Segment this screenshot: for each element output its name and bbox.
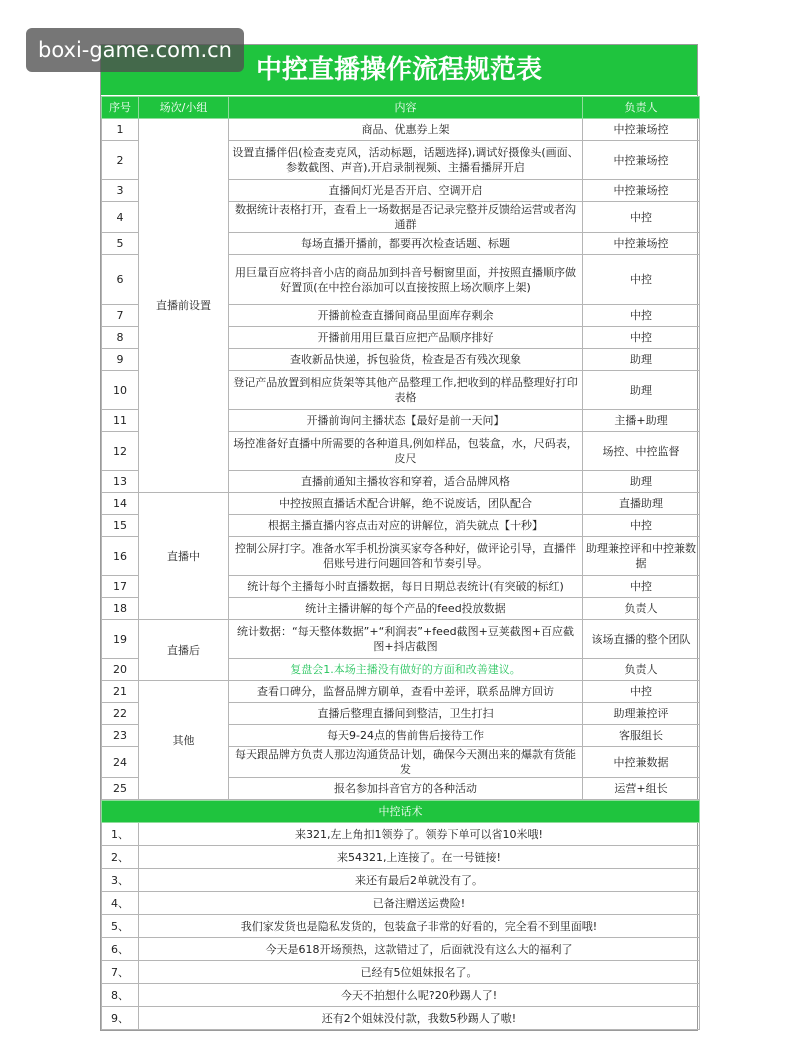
group-during-live: 直播中: [139, 493, 229, 620]
row-number: 6: [102, 255, 139, 305]
row-content: 登记产品放置到相应货架等其他产品整理工作,把收到的样品整理好打印表格: [229, 371, 583, 410]
process-table: [101, 96, 700, 800]
item-number: 1、: [102, 823, 139, 846]
row-number: 9: [102, 349, 139, 371]
list-item: [102, 984, 700, 1007]
row-number: 17: [102, 576, 139, 598]
header-owner: 负责人: [583, 97, 700, 119]
row-owner: 中控兼场控: [583, 119, 700, 141]
item-number: 7、: [102, 961, 139, 984]
row-content: 开播前用用巨量百应把产品顺序排好: [229, 327, 583, 349]
list-item: [102, 869, 700, 892]
row-content: 统计每个主播每小时直播数据，每日日期总表统计(有突破的标红): [229, 576, 583, 598]
row-content: 场控准备好直播中所需要的各种道具,例如样品，包装盒，水，尺码表，皮尺: [229, 432, 583, 471]
table-header-row: [102, 97, 700, 119]
row-number: 19: [102, 620, 139, 659]
item-number: 5、: [102, 915, 139, 938]
row-content: 数据统计表格打开，查看上一场数据是否记录完整并反馈给运营或者沟通群: [229, 202, 583, 233]
list-item: [102, 823, 700, 846]
item-text: 来还有最后2单就没有了。: [139, 869, 700, 892]
row-owner: 中控兼数据: [583, 747, 700, 778]
script-table: [101, 800, 700, 1030]
row-number: 7: [102, 305, 139, 327]
item-text: 来321,左上角扣1领券了。领券下单可以省10米哦!: [139, 823, 700, 846]
row-owner: 助理兼控评和中控兼数据: [583, 537, 700, 576]
row-owner: 中控: [583, 202, 700, 233]
row-number: 25: [102, 778, 139, 800]
row-owner: 负责人: [583, 659, 700, 681]
row-owner: 中控: [583, 327, 700, 349]
page-title: 中控直播操作流程规范表: [101, 45, 697, 96]
row-content: 用巨量百应将抖音小店的商品加到抖音号橱窗里面，并按照直播顺序做好置顶(在中控台添加可以直接按照上场次顺序上架): [229, 255, 583, 305]
row-owner: 助理: [583, 371, 700, 410]
item-number: 6、: [102, 938, 139, 961]
row-owner: 该场直播的整个团队: [583, 620, 700, 659]
row-owner: 客服组长: [583, 725, 700, 747]
list-item: [102, 961, 700, 984]
row-owner: 中控: [583, 305, 700, 327]
list-item: [102, 1007, 700, 1030]
row-owner: 中控: [583, 681, 700, 703]
row-owner: 负责人: [583, 598, 700, 620]
item-number: 2、: [102, 846, 139, 869]
header-no: 序号: [102, 97, 139, 119]
row-content: 每天跟品牌方负责人那边沟通货品计划，确保今天测出来的爆款有货能发: [229, 747, 583, 778]
row-content: 直播间灯光是否开启、空调开启: [229, 180, 583, 202]
row-owner: 中控: [583, 515, 700, 537]
row-owner: 直播助理: [583, 493, 700, 515]
item-number: 4、: [102, 892, 139, 915]
row-content: 报名参加抖音官方的各种活动: [229, 778, 583, 800]
row-content: 商品、优惠券上架: [229, 119, 583, 141]
row-number: 13: [102, 471, 139, 493]
row-number: 16: [102, 537, 139, 576]
row-content: 统计数据：“每天整体数据”+“利润表”+feed截图+豆荚截图+百应截图+抖店截图: [229, 620, 583, 659]
row-number: 12: [102, 432, 139, 471]
row-content: 开播前询问主播状态【最好是前一天问】: [229, 410, 583, 432]
row-number: 5: [102, 233, 139, 255]
row-number: 4: [102, 202, 139, 233]
row-number: 22: [102, 703, 139, 725]
item-text: 已备注赠送运费险!: [139, 892, 700, 915]
row-number: 21: [102, 681, 139, 703]
row-owner: 助理: [583, 349, 700, 371]
item-text: 来54321,上连接了。在一号链接!: [139, 846, 700, 869]
list-item: [102, 938, 700, 961]
row-number: 14: [102, 493, 139, 515]
row-content: 统计主播讲解的每个产品的feed投放数据: [229, 598, 583, 620]
item-text: 还有2个姐妹没付款，我数5秒踢人了嗷!: [139, 1007, 700, 1030]
row-number: 8: [102, 327, 139, 349]
group-other: 其他: [139, 681, 229, 800]
table-row: [102, 119, 700, 141]
header-content: 内容: [229, 97, 583, 119]
list-item: [102, 892, 700, 915]
section-title: 中控话术: [102, 801, 700, 823]
row-number: 11: [102, 410, 139, 432]
row-content: 根据主播直播内容点击对应的讲解位，消失就点【十秒】: [229, 515, 583, 537]
item-text: 今天是618开场预热，这款错过了，后面就没有这么大的福利了: [139, 938, 700, 961]
document-sheet: [100, 44, 698, 1031]
row-number: 10: [102, 371, 139, 410]
row-number: 24: [102, 747, 139, 778]
row-content: 查收新品快递，拆包验货，检查是否有残次现象: [229, 349, 583, 371]
row-content: 查看口碑分，监督品牌方刷单，查看中差评，联系品牌方回访: [229, 681, 583, 703]
row-owner: 中控: [583, 255, 700, 305]
row-number: 20: [102, 659, 139, 681]
row-content: 控制公屏打字。准备水军手机扮演买家夸各种好，做评论引导，直播伴侣账号进行问题回答和节奏引导。: [229, 537, 583, 576]
group-post-live: 直播后: [139, 620, 229, 681]
row-owner: 主播+助理: [583, 410, 700, 432]
item-number: 8、: [102, 984, 139, 1007]
header-session: 场次/小组: [139, 97, 229, 119]
item-text: 我们家发货也是隐私发货的，包装盒子非常的好看的，完全看不到里面哦!: [139, 915, 700, 938]
watermark: boxi-game.com.cn: [26, 28, 244, 72]
row-owner: 中控兼场控: [583, 180, 700, 202]
list-item: [102, 846, 700, 869]
row-owner: 助理: [583, 471, 700, 493]
table-row: [102, 681, 700, 703]
item-text: 今天不拍想什么呢?20秒踢人了!: [139, 984, 700, 1007]
row-content: 设置直播伴侣(检查麦克风，活动标题，话题选择),调试好摄像头(画面、参数截图、声音),开启录制视频、主播看播屏开启: [229, 141, 583, 180]
row-content: 中控按照直播话术配合讲解，绝不说废话，团队配合: [229, 493, 583, 515]
row-number: 18: [102, 598, 139, 620]
row-number: 1: [102, 119, 139, 141]
list-item: [102, 915, 700, 938]
item-number: 9、: [102, 1007, 139, 1030]
row-content: 每天9-24点的售前售后接待工作: [229, 725, 583, 747]
table-row: [102, 493, 700, 515]
row-owner: 助理兼控评: [583, 703, 700, 725]
group-pre-live: 直播前设置: [139, 119, 229, 493]
row-owner: 场控、中控监督: [583, 432, 700, 471]
table-row: [102, 620, 700, 659]
row-content-highlighted: 复盘会1.本场主播没有做好的方面和改善建议。: [229, 659, 583, 681]
row-number: 15: [102, 515, 139, 537]
item-number: 3、: [102, 869, 139, 892]
row-content: 直播前通知主播妆容和穿着，适合品牌风格: [229, 471, 583, 493]
row-content: 每场直播开播前，都要再次检查话题、标题: [229, 233, 583, 255]
row-number: 23: [102, 725, 139, 747]
item-text: 已经有5位姐妹报名了。: [139, 961, 700, 984]
row-number: 2: [102, 141, 139, 180]
row-content: 开播前检查直播间商品里面库存剩余: [229, 305, 583, 327]
row-owner: 中控: [583, 576, 700, 598]
row-owner: 中控兼场控: [583, 141, 700, 180]
row-owner: 运营+组长: [583, 778, 700, 800]
row-content: 直播后整理直播间到整洁，卫生打扫: [229, 703, 583, 725]
row-owner: 中控兼场控: [583, 233, 700, 255]
row-number: 3: [102, 180, 139, 202]
